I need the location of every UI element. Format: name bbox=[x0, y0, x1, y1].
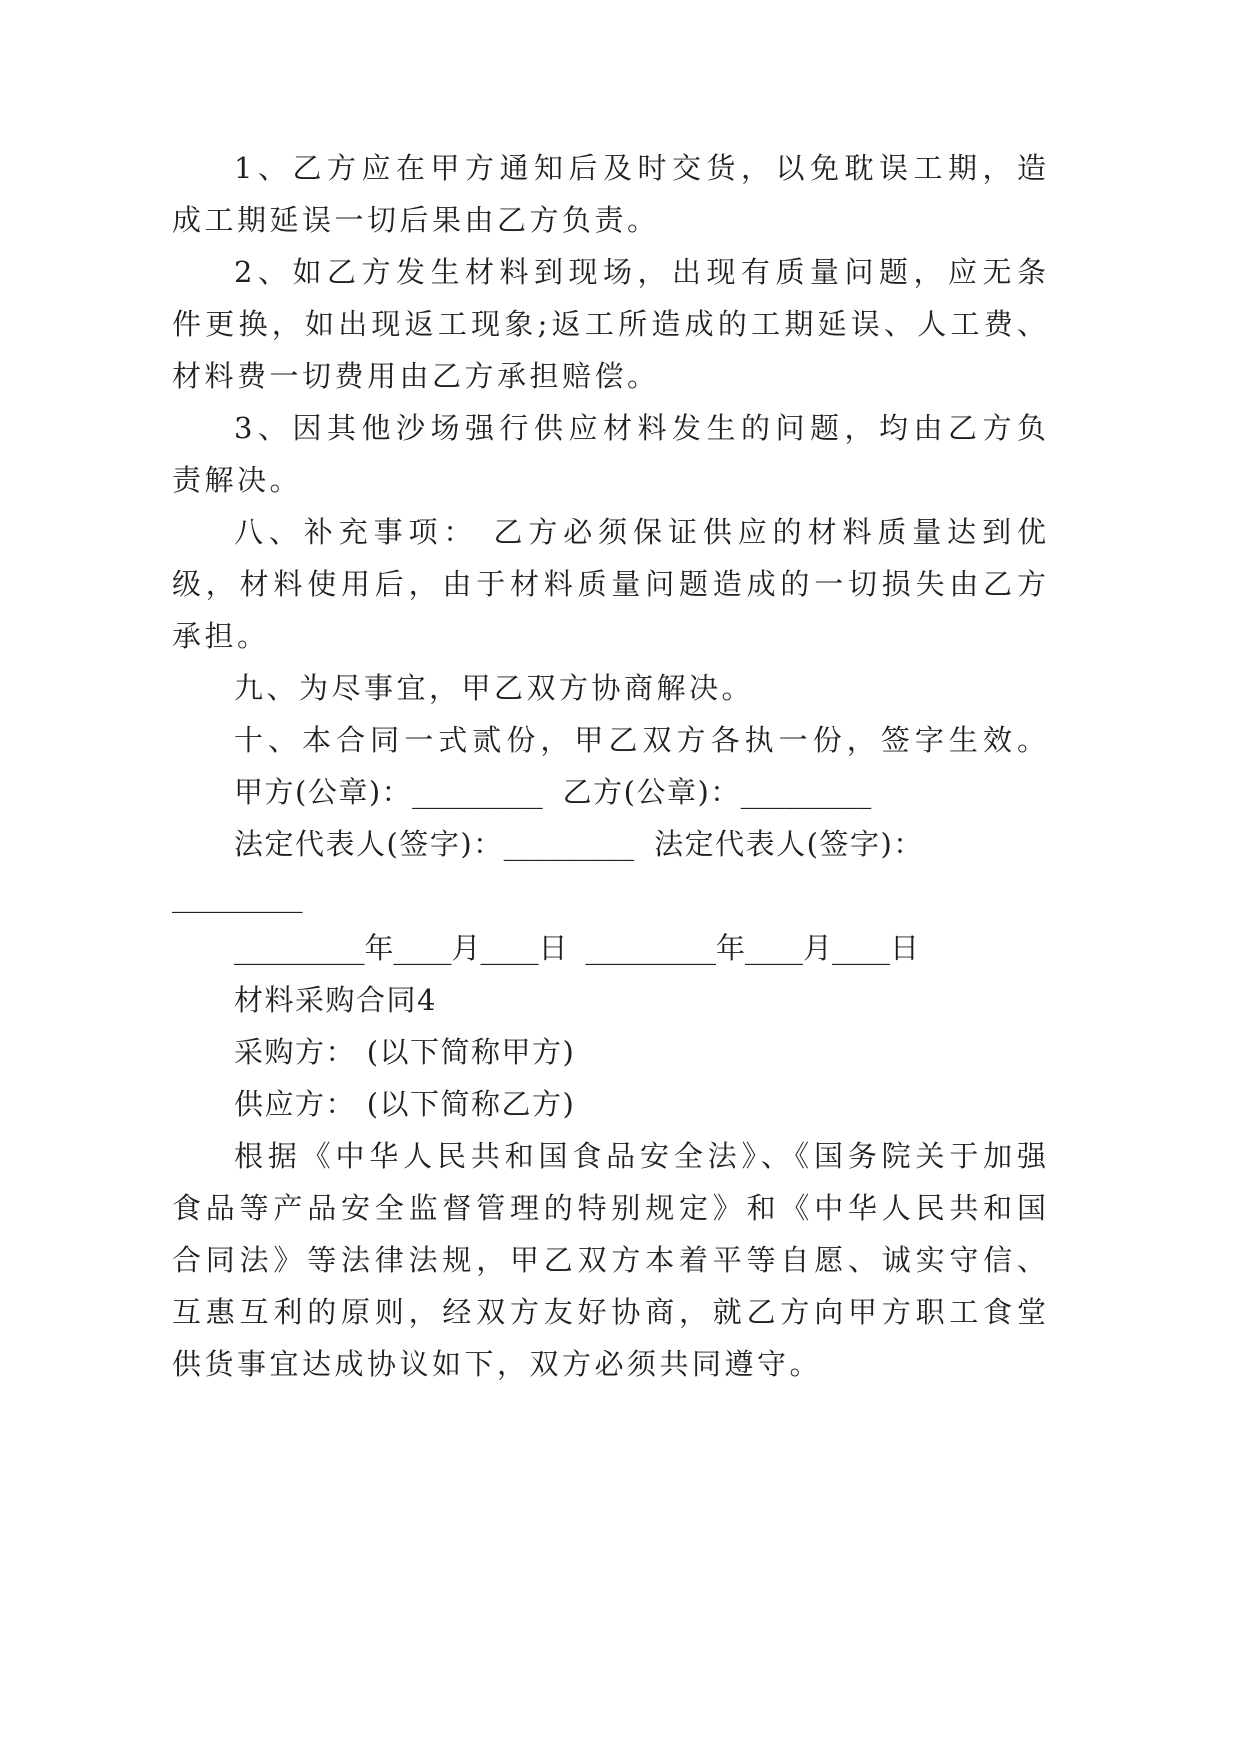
seal-row bbox=[172, 766, 1048, 818]
contract-4-title: 材料采购合同4 bbox=[234, 983, 437, 1017]
preamble-line: 根据《中华人民共和国食品安全法》、《国务院关于加强 bbox=[234, 1139, 1048, 1173]
party-a-representative-blank: _________ bbox=[503, 827, 635, 861]
clause-1-line: 1、乙方应在甲方通知后及时交货，以免耽误工期，造 bbox=[234, 151, 1048, 185]
party-b-representative-blank: _________ bbox=[172, 879, 303, 913]
party-a-seal-blank: _________ bbox=[412, 775, 543, 809]
article-10: 十、本合同一式贰份，甲乙双方各执一份，签字生效。 bbox=[234, 723, 1048, 757]
buyer-line: 采购方： (以下简称甲方) bbox=[234, 1035, 576, 1069]
party-a-date: _________年____月____日 bbox=[234, 931, 568, 965]
supplier-line: 供应方： (以下简称乙方) bbox=[234, 1087, 576, 1121]
preamble-line: 食品等产品安全监督管理的特别规定》和《中华人民共和国 bbox=[172, 1191, 1048, 1225]
preamble-line: 合同法》等法律法规，甲乙双方本着平等自愿、诚实守信、 bbox=[172, 1243, 1048, 1277]
clause-3-other-supplier-issues bbox=[172, 402, 1241, 506]
clause-2-quality-replacement bbox=[172, 246, 1241, 402]
representative-row bbox=[172, 818, 1048, 870]
clause-3-line: 3、因其他沙场强行供应材料发生的问题，均由乙方负 bbox=[234, 411, 1048, 445]
clause-3-line: 责解决。 bbox=[172, 463, 303, 497]
clause-1-timely-delivery bbox=[172, 142, 1241, 246]
party-b-seal-blank: _________ bbox=[740, 775, 872, 809]
clause-2-line: 件更换，如出现返工现象;返工所造成的工期延误、人工费、 bbox=[172, 307, 1048, 341]
clause-2-line: 材料费一切费用由乙方承担赔偿。 bbox=[172, 359, 660, 393]
party-a-seal-label: 甲方(公章)： bbox=[234, 775, 413, 809]
clause-2-line: 2、如乙方发生材料到现场，出现有质量问题，应无条 bbox=[234, 255, 1048, 289]
party-a-representative-label: 法定代表人(签字)： bbox=[234, 827, 504, 861]
date-row bbox=[172, 922, 1048, 974]
article-8-line: 八、补充事项： 乙方必须保证供应的材料质量达到优 bbox=[234, 515, 1048, 549]
article-8-supplementary bbox=[172, 506, 1241, 662]
party-b-date: _________年____月____日 bbox=[585, 931, 920, 965]
article-8-line: 承担。 bbox=[172, 619, 270, 653]
signature-block bbox=[172, 766, 1241, 974]
article-9: 九、为尽事宜，甲乙双方协商解决。 bbox=[234, 671, 755, 705]
contract-4 bbox=[172, 974, 1241, 1390]
representative-row-continued bbox=[172, 870, 1048, 922]
article-8-line: 级，材料使用后，由于材料质量问题造成的一切损失由乙方 bbox=[172, 567, 1048, 601]
party-b-representative-label: 法定代表人(签字)： bbox=[654, 827, 924, 861]
party-b-seal-label: 乙方(公章)： bbox=[562, 775, 741, 809]
preamble-line: 供货事宜达成协议如下，双方必须共同遵守。 bbox=[172, 1347, 823, 1381]
preamble-line: 互惠互利的原则，经双方友好协商，就乙方向甲方职工食堂 bbox=[172, 1295, 1048, 1329]
clause-1-line: 成工期延误一切后果由乙方负责。 bbox=[172, 203, 660, 237]
